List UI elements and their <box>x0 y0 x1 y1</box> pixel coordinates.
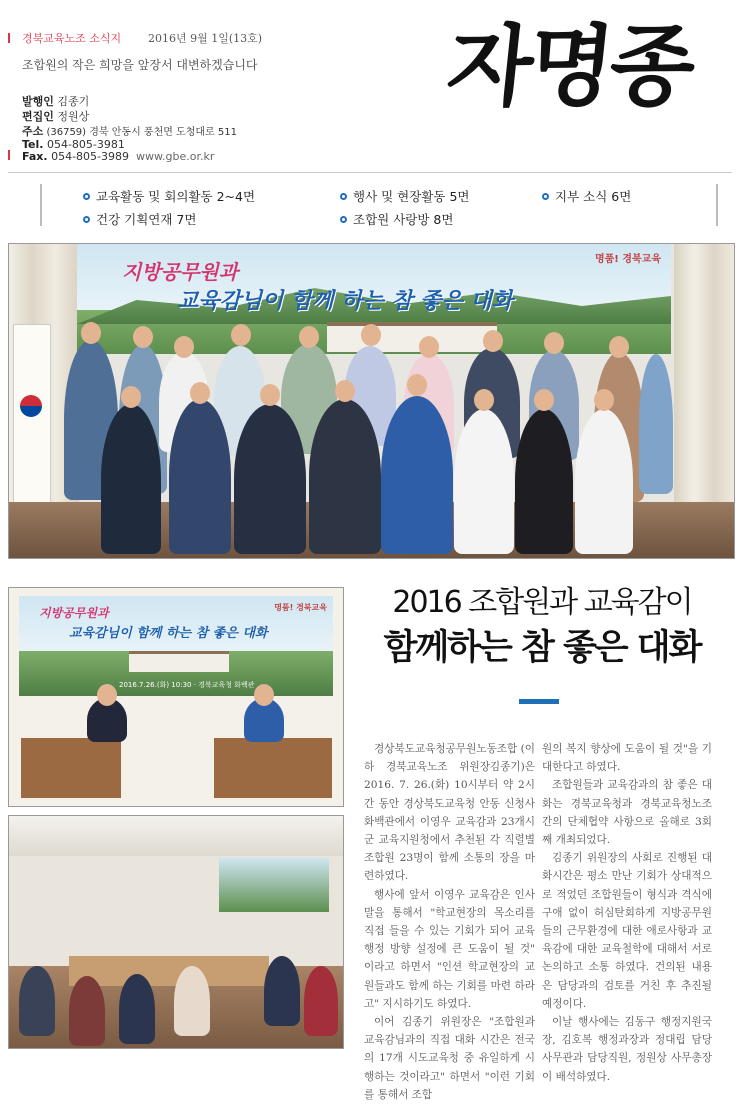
building <box>327 322 497 352</box>
head <box>260 384 280 406</box>
fax-line: Fax. 054-805-3989 www.gbe.or.kr <box>22 150 215 163</box>
person <box>234 404 306 554</box>
head <box>190 382 210 404</box>
person <box>174 966 210 1036</box>
person <box>515 409 573 554</box>
bullet-icon <box>340 216 347 223</box>
accent-bar <box>8 150 10 160</box>
paragraph: 김종기 위원장의 사회로 진행된 대화시간은 평소 만난 기회가 상대적으로 적었던 조합원들이 형식과 격식에 구애 없이 허심탄회하게 지방공무원들의 근무환경에 대한 애로사항과 교육감에 대한 교육철학에 대해서 서로 논의하고 소통 하였다. 건의된 내용은 담당과의 검토를 거친 후 추진될 예정이다. <box>542 852 712 1010</box>
bullet-icon <box>340 193 347 200</box>
head <box>121 386 141 408</box>
flag <box>13 324 51 506</box>
slogan: 조합원의 작은 희망을 앞장서 대변하겠습니다 <box>22 58 258 72</box>
head <box>544 332 564 354</box>
tel-line: Tel. 054-805-3981 <box>22 138 125 151</box>
taegeuk-icon <box>20 395 42 417</box>
person <box>575 409 633 554</box>
person <box>309 399 381 554</box>
paragraph: 경상북도교육청공무원노동조합 (이하 경북교육노조 위원장김종기)은 2016. 7. 26.(화) 10시부터 약 2시간 동안 경상북도교육청 안동 신청사 화백관에서 이영우 교육감과 23개시군 교육지원청에서 추천된 각 직렬별 조합원 23명이 함께 소통의 장을 마련하였다. <box>364 743 536 883</box>
toc-item-health[interactable]: 건강 기획연재 7면 <box>83 210 196 228</box>
toc-item-education[interactable]: 교육활동 및 회의활동 2~4면 <box>83 187 255 205</box>
head <box>174 336 194 358</box>
paragraph: 이날 행사에는 김동구 행정지원국장, 김호복 행정과장과 정대립 담당사무관과 담당직원, 정원상 사무총장이 배석하였다. <box>542 1016 712 1083</box>
person <box>119 974 155 1044</box>
head <box>231 324 251 346</box>
bullet-icon <box>83 193 90 200</box>
head <box>609 336 629 358</box>
conference-table <box>69 956 269 986</box>
paragraph: 조합원들과 교육감과의 참 좋은 대화는 경북교육청과 경북교육청노조간의 단체협약 사항으로 올해로 3회째 개최되었다. <box>542 779 712 847</box>
website-link[interactable]: www.gbe.or.kr <box>136 150 215 163</box>
divider <box>8 172 732 173</box>
event-banner <box>19 596 333 696</box>
issue-date: 2016년 9월 1일(13호) <box>148 32 263 45</box>
banner-corner: 명품! 경북교육 <box>594 254 661 265</box>
head <box>254 684 274 706</box>
toc-item-community[interactable]: 조합원 사랑방 8면 <box>340 210 453 228</box>
head <box>534 389 554 411</box>
address-line: 주소 (36759) 경북 안동시 풍천면 도청대로 511 <box>22 125 237 138</box>
head <box>474 389 494 411</box>
person <box>639 354 673 494</box>
toc-item-events[interactable]: 행사 및 현장활동 5면 <box>340 187 469 205</box>
toc-item-branch[interactable]: 지부 소식 6면 <box>542 187 631 205</box>
head <box>594 389 614 411</box>
toc-bar <box>40 184 42 226</box>
publisher-line: 발행인 김종기 <box>22 95 90 108</box>
newsletter-org: 경북교육노조 소식지 <box>22 32 122 45</box>
head <box>361 324 381 346</box>
banner-line2: 교육감님이 함께 하는 참 좋은 대화 <box>177 288 513 314</box>
group-photo <box>8 243 735 559</box>
person <box>69 976 105 1046</box>
person <box>101 404 161 554</box>
article-title-line2: 함께하는 참 좋은 대화 <box>383 628 701 668</box>
article-col2 <box>542 740 712 1086</box>
person <box>169 399 231 554</box>
head <box>97 684 117 706</box>
banner-line1: 지방공무원과 <box>122 260 238 284</box>
meeting-photo-hall <box>8 815 344 1049</box>
person <box>264 956 300 1026</box>
article-title-line1: 2016 조합원과 교육감이 <box>392 585 692 620</box>
banner-line1: 지방공무원과 <box>39 606 109 620</box>
building <box>129 651 229 672</box>
head <box>419 336 439 358</box>
podium-left <box>21 738 121 798</box>
paragraph: 원의 복지 향상에 도움이 될 것"을 기대한다고 하였다. <box>542 743 712 774</box>
paragraph: 이어 김종기 위원장은 "조합원과 교육감님과의 직접 대화 시간은 전국의 17개 시도교육청 중 유일하게 시행하는 것이라고" 하면서 "이런 기회를 통해서 조합 <box>364 1016 535 1101</box>
masthead-title: 자명종 <box>442 14 697 118</box>
toc-bar <box>716 184 718 226</box>
title-accent <box>519 699 559 704</box>
head <box>483 330 503 352</box>
accent-bar <box>8 33 10 43</box>
head <box>299 326 319 348</box>
meeting-photo-podium <box>8 587 344 807</box>
editor-line: 편집인 정원상 <box>22 110 90 123</box>
head <box>81 322 101 344</box>
head <box>133 326 153 348</box>
event-banner <box>219 858 329 912</box>
article-col1 <box>364 740 535 1104</box>
head <box>335 380 355 402</box>
person <box>381 396 453 554</box>
person <box>454 409 514 554</box>
ceiling <box>9 816 343 856</box>
bullet-icon <box>542 193 549 200</box>
banner-line2: 교육감님이 함께 하는 참 좋은 대화 <box>69 626 268 641</box>
person <box>304 966 338 1036</box>
paragraph: 행사에 앞서 이영우 교육감은 인사말을 통해서 "학교현장의 목소리를 직접 들을 수 있는 기회가 되어 교육행정 방향 설정에 큰 도움이 될 것" 이라고 하면서 "인션 학교현장의 교원들과도 함께 하는 기회를 마련 하라고" 지시하기도 하였다. <box>364 888 535 1010</box>
bullet-icon <box>83 216 90 223</box>
podium-right <box>214 738 332 798</box>
banner-date: 2016.7.26.(화) 10:30 · 경북교육청 화백관 <box>119 681 255 689</box>
person <box>19 966 55 1036</box>
banner-corner: 명품! 경북교육 <box>274 603 327 612</box>
head <box>407 374 427 396</box>
